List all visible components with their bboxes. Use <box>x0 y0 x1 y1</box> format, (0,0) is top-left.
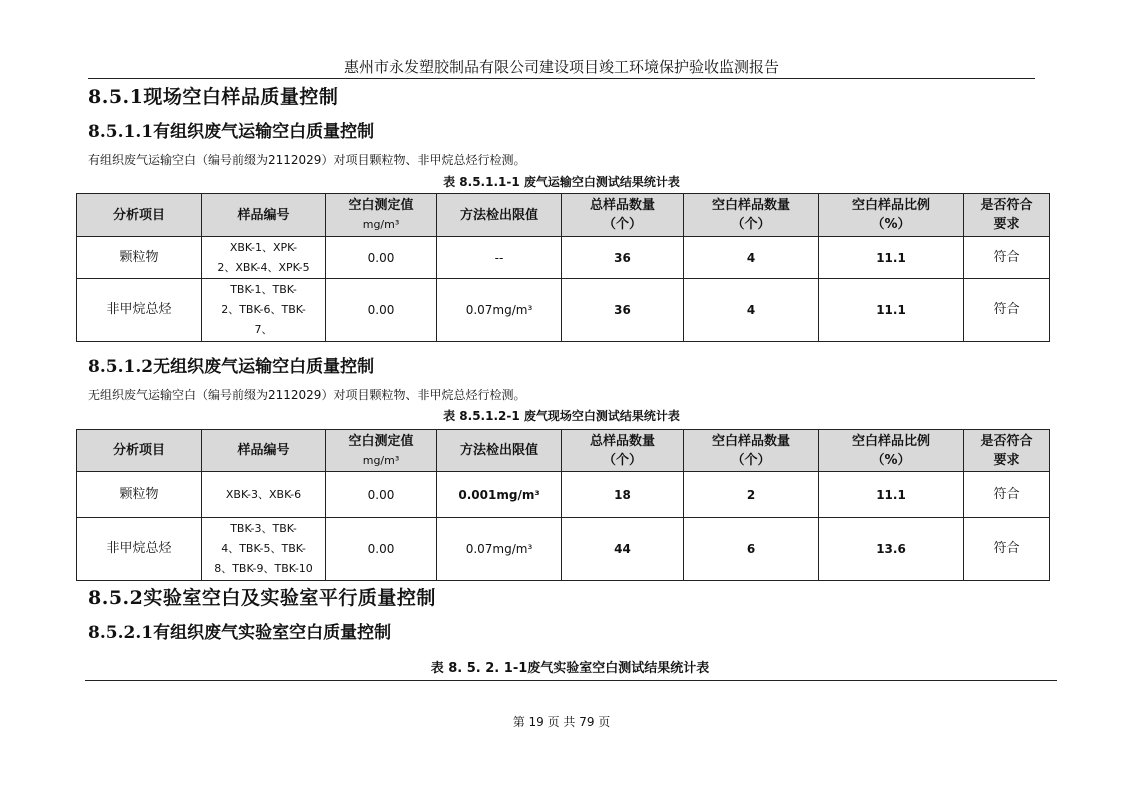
col-header-blank-value: 空白测定值 mg/m³ <box>326 194 437 237</box>
cell-item: 颗粒物 <box>77 237 202 279</box>
table-8-5-1-2-1 <box>76 429 1050 581</box>
section-8-5-1-2-paragraph: 无组织废气运输空白（编号前缀为2112029）对项目颗粒物、非甲烷总烃行检测。 <box>88 388 526 402</box>
cell-total-samples: 44 <box>562 518 684 581</box>
cell-item: 颗粒物 <box>77 472 202 518</box>
col-header-blank-ratio: 空白样品比例 （%） <box>819 194 964 237</box>
table-8-5-1-1-1-caption: 表 8.5.1.1-1 废气运输空白测试结果统计表 <box>443 175 680 189</box>
table-row <box>77 518 1050 581</box>
report-header-title: 惠州市永发塑胶制品有限公司建设项目竣工环境保护验收监测报告 <box>343 58 779 76</box>
section-8-5-1-1-heading: 8.5.1.1有组织废气运输空白质量控制 <box>88 122 375 142</box>
col-header-compliance: 是否符合 要求 <box>964 430 1050 472</box>
cell-total-samples: 18 <box>562 472 684 518</box>
cell-compliance: 符合 <box>964 237 1050 279</box>
col-header-blank-samples: 空白样品数量 （个） <box>684 194 819 237</box>
footer-rule <box>85 680 1057 681</box>
col-header-sample-id: 样品编号 <box>202 194 326 237</box>
cell-compliance: 符合 <box>964 279 1050 342</box>
cell-item: 非甲烷总烃 <box>77 518 202 581</box>
table-header-row <box>77 430 1050 472</box>
table-8-5-1-2-1-caption: 表 8.5.1.2-1 废气现场空白测试结果统计表 <box>443 409 680 423</box>
col-header-item: 分析项目 <box>77 194 202 237</box>
cell-sample-ids: XBK-3、XBK-6 <box>202 472 326 518</box>
col-header-sample-id: 样品编号 <box>202 430 326 472</box>
col-header-blank-samples: 空白样品数量 （个） <box>684 430 819 472</box>
col-header-item: 分析项目 <box>77 430 202 472</box>
cell-detection-limit: 0.001mg/m³ <box>437 472 562 518</box>
cell-blank-ratio: 11.1 <box>819 237 964 279</box>
col-header-compliance: 是否符合 要求 <box>964 194 1050 237</box>
col-header-detection-limit: 方法检出限值 <box>437 194 562 237</box>
cell-blank-samples: 6 <box>684 518 819 581</box>
cell-compliance: 符合 <box>964 472 1050 518</box>
cell-detection-limit: 0.07mg/m³ <box>437 279 562 342</box>
cell-item: 非甲烷总烃 <box>77 279 202 342</box>
col-header-total-samples: 总样品数量 （个） <box>562 194 684 237</box>
cell-blank-ratio: 11.1 <box>819 472 964 518</box>
cell-sample-ids: XBK-1、XPK- 2、XBK-4、XPK-5 <box>202 237 326 279</box>
section-8-5-2-1-heading: 8.5.2.1有组织废气实验室空白质量控制 <box>88 623 392 643</box>
cell-blank-ratio: 11.1 <box>819 279 964 342</box>
cell-total-samples: 36 <box>562 237 684 279</box>
table-row <box>77 472 1050 518</box>
cell-sample-ids: TBK-3、TBK- 4、TBK-5、TBK- 8、TBK-9、TBK-10 <box>202 518 326 581</box>
page-number: 第 19 页 共 79 页 <box>512 715 611 729</box>
cell-blank-samples: 4 <box>684 279 819 342</box>
table-row <box>77 237 1050 279</box>
section-8-5-2-heading: 8.5.2实验室空白及实验室平行质量控制 <box>88 587 436 609</box>
table-row <box>77 279 1050 342</box>
cell-sample-ids: TBK-1、TBK- 2、TBK-6、TBK- 7、 <box>202 279 326 342</box>
cell-blank-value: 0.00 <box>326 237 437 279</box>
section-8-5-1-heading: 8.5.1现场空白样品质量控制 <box>88 86 339 108</box>
table-header-row <box>77 194 1050 237</box>
cell-compliance: 符合 <box>964 518 1050 581</box>
cell-total-samples: 36 <box>562 279 684 342</box>
col-header-total-samples: 总样品数量 （个） <box>562 430 684 472</box>
cell-blank-ratio: 13.6 <box>819 518 964 581</box>
cell-blank-value: 0.00 <box>326 279 437 342</box>
table-8-5-2-1-1-caption: 表 8. 5. 2. 1-1废气实验室空白测试结果统计表 <box>430 661 710 676</box>
section-8-5-1-2-heading: 8.5.1.2无组织废气运输空白质量控制 <box>88 357 375 377</box>
col-header-blank-ratio: 空白样品比例 （%） <box>819 430 964 472</box>
header-rule <box>88 78 1035 79</box>
cell-detection-limit: 0.07mg/m³ <box>437 518 562 581</box>
col-header-blank-value: 空白测定值 mg/m³ <box>326 430 437 472</box>
cell-blank-value: 0.00 <box>326 472 437 518</box>
section-8-5-1-1-paragraph: 有组织废气运输空白（编号前缀为2112029）对项目颗粒物、非甲烷总烃行检测。 <box>88 153 526 167</box>
col-header-detection-limit: 方法检出限值 <box>437 430 562 472</box>
cell-blank-value: 0.00 <box>326 518 437 581</box>
cell-blank-samples: 4 <box>684 237 819 279</box>
cell-detection-limit: -- <box>437 237 562 279</box>
cell-blank-samples: 2 <box>684 472 819 518</box>
table-8-5-1-1-1 <box>76 193 1050 342</box>
